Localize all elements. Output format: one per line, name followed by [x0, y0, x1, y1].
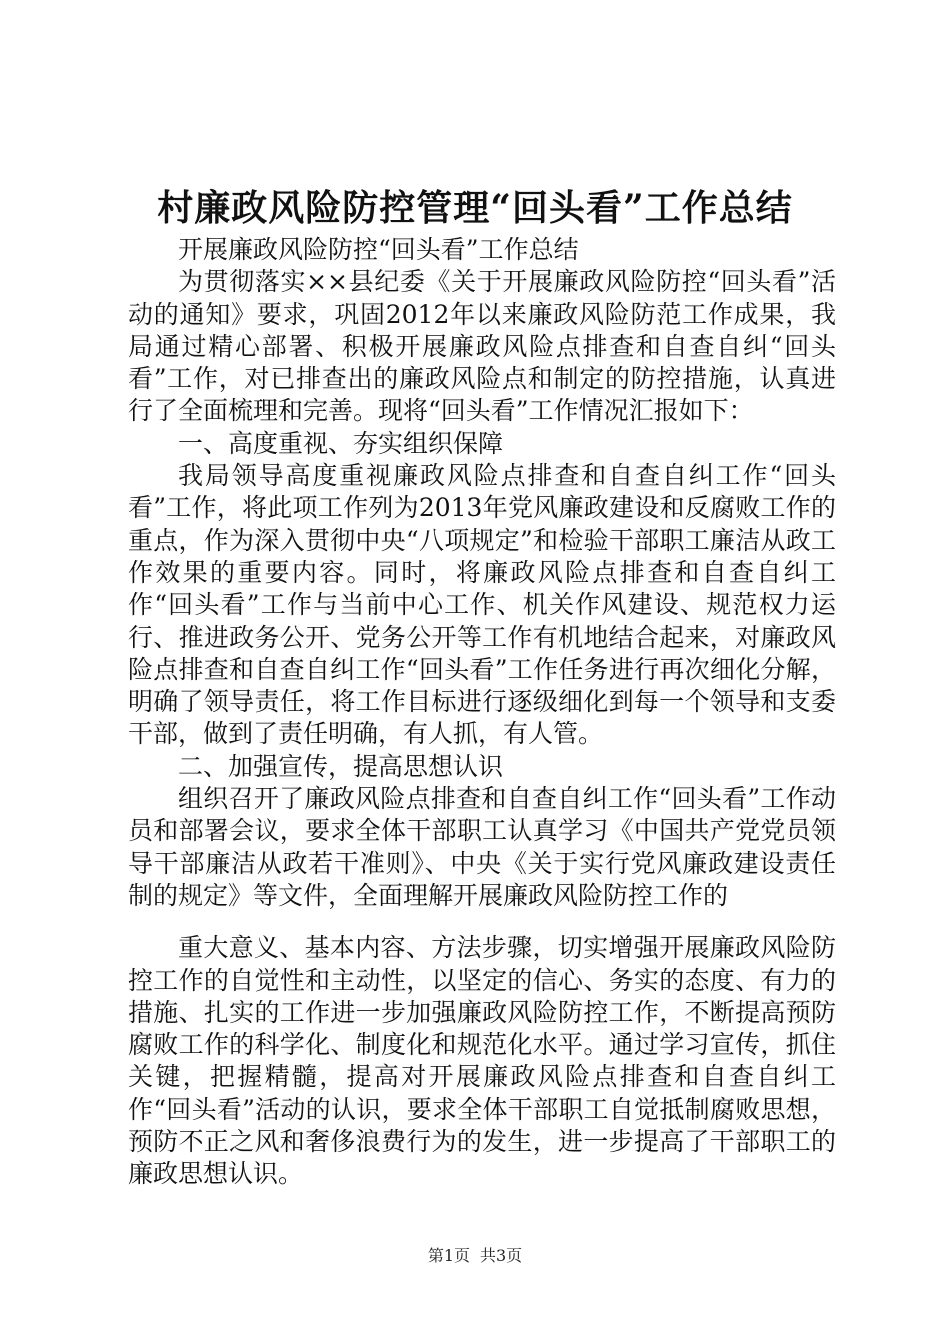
paragraph-subtitle: 开展廉政风险防控“回头看”工作总结	[178, 235, 579, 264]
paragraph-section-2b: 重大意义、基本内容、方法步骤，切实增强开展廉政风险防控工作的自觉性和主动性，以坚定的信心、务实的态度、有力的措施、扎实的工作进一步加强廉政风险防控工作，不断提高预防腐败工作的科学化、制度化和规范化水平。通过学习宣传，抓住关键，把握精髓，提高对开展廉政风险点排查和自查自纠工作“回头看”活动的认识，要求全体干部职工自觉抵制腐败思想，预防不正之风和奢侈浪费行为的发生，进一步提高了干部职工的廉政思想认识。	[128, 933, 836, 1189]
paragraph-gap	[128, 912, 836, 932]
section-heading-1: 一、高度重视、夯实组织保障	[178, 428, 504, 458]
section-heading-2: 二、加强宣传，提高思想认识	[178, 751, 504, 781]
document-title: 村廉政风险防控管理“回头看”工作总结	[157, 187, 793, 229]
page-footer	[0, 1244, 950, 1268]
paragraph-intro: 为贯彻落实××县纪委《关于开展廉政风险防控“回头看”活动的通知》要求，巩固2012年以来廉政风险防范工作成果，我局通过精心部署、积极开展廉政风险点排查和自查自纠“回头看”工作，对已排查出的廉政风险点和制定的防控措施，认真进行了全面梳理和完善。现将“回头看”工作情况汇报如下：	[128, 267, 836, 426]
page-number: 第1页	[427, 1246, 470, 1265]
paragraph-section-2a: 组织召开了廉政风险点排查和自查自纠工作“回头看”工作动员和部署会议，要求全体干部职工认真学习《中国共产党党员领导干部廉洁从政若干准则》、中央《关于实行党风廉政建设责任制的规定》等文件，全面理解开展廉政风险防控工作的	[128, 784, 836, 910]
document-body	[128, 234, 836, 1191]
page-total: 共3页	[480, 1246, 523, 1265]
paragraph-section-1: 我局领导高度重视廉政风险点排查和自查自纠工作“回头看”工作，将此项工作列为2013年党风廉政建设和反腐败工作的重点，作为深入贯彻中央“八项规定”和检验干部职工廉洁从政工作效果的重要内容。同时，将廉政风险点排查和自查自纠工作“回头看”工作与当前中心工作、机关作风建设、规范权力运行、推进政务公开、党务公开等工作有机地结合起来，对廉政风险点排查和自查自纠工作“回头看”工作任务进行再次细化分解，明确了领导责任，将工作目标进行逐级细化到每一个领导和支委干部，做到了责任明确，有人抓，有人管。	[128, 461, 836, 749]
